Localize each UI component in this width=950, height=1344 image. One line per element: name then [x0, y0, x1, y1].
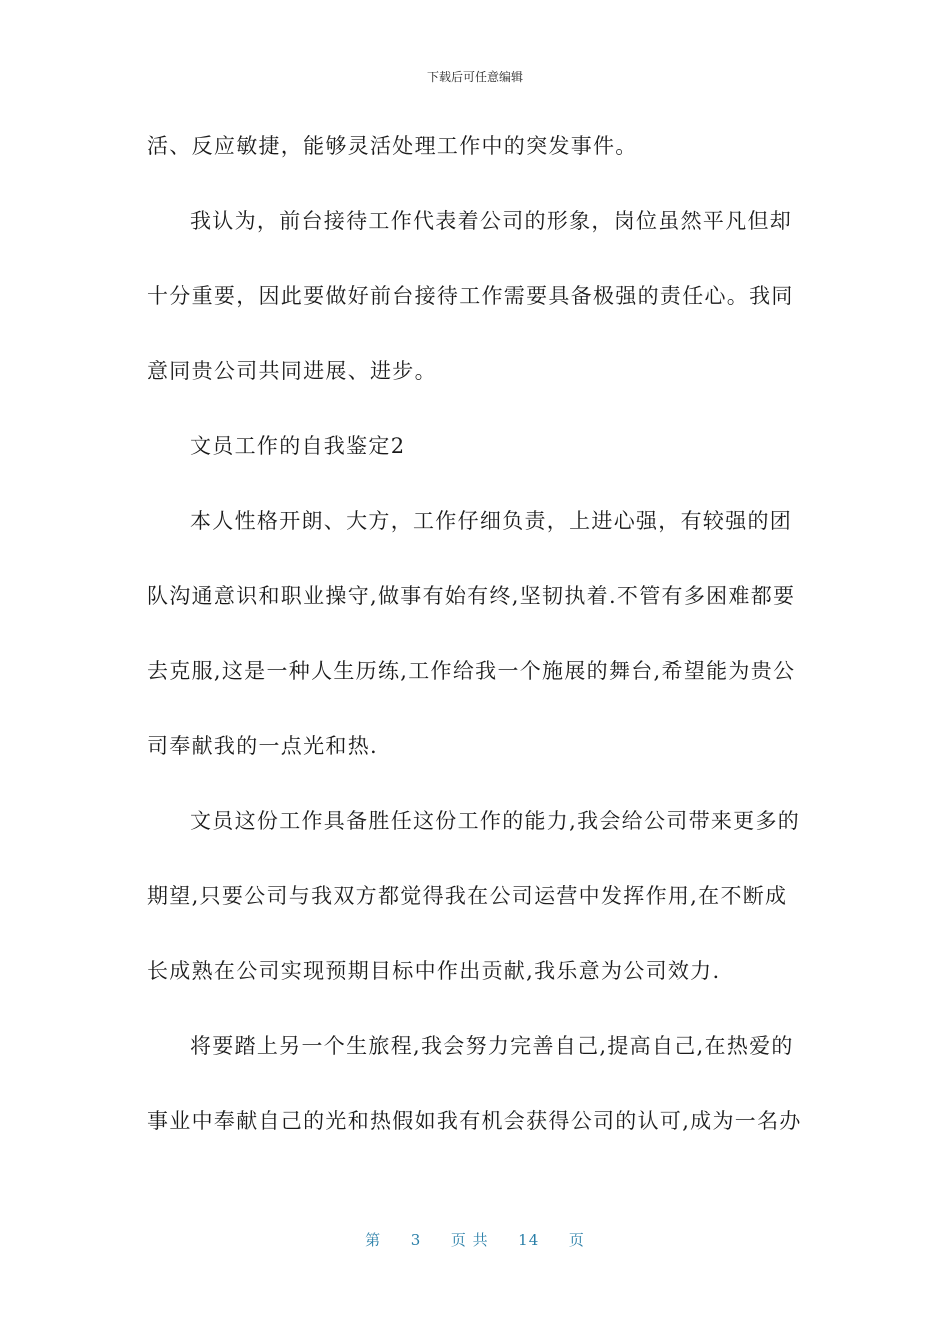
current-page-number: 3	[410, 1231, 422, 1249]
page-footer	[0, 1229, 950, 1250]
footer-middle: 页 共	[450, 1231, 489, 1249]
text-line: 去克服,这是一种人生历练,工作给我一个施展的舞台,希望能为贵公	[147, 659, 796, 683]
text-line: 文员这份工作具备胜任这份工作的能力,我会给公司带来更多的	[190, 809, 801, 833]
footer-prefix: 第	[365, 1231, 382, 1249]
footer-suffix: 页	[568, 1231, 585, 1249]
document-body	[147, 122, 807, 1172]
text-line: 事业中奉献自己的光和热假如我有机会获得公司的认可,成为一名办	[147, 1109, 802, 1133]
text-line: 期望,只要公司与我双方都觉得我在公司运营中发挥作用,在不断成	[147, 884, 788, 908]
text-line: 将要踏上另一个生旅程,我会努力完善自己,提高自己,在热爱的	[190, 1034, 794, 1058]
text-line: 意同贵公司共同进展、进步。	[147, 359, 437, 383]
text-line: 我认为，前台接待工作代表着公司的形象，岗位虽然平凡但却	[190, 209, 793, 233]
text-line: 活、反应敏捷，能够灵活处理工作中的突发事件。	[147, 134, 638, 158]
section-heading: 文员工作的自我鉴定2	[190, 434, 406, 458]
text-line: 司奉献我的一点光和热.	[147, 734, 378, 758]
text-line: 长成熟在公司实现预期目标中作出贡献,我乐意为公司效力.	[147, 959, 721, 983]
text-line: 本人性格开朗、大方，工作仔细负责，上进心强，有较强的团	[190, 509, 793, 533]
header-note: 下载后可任意编辑	[426, 70, 523, 84]
total-pages-number: 14	[518, 1231, 540, 1249]
text-line: 十分重要，因此要做好前台接待工作需要具备极强的责任心。我同	[147, 284, 794, 308]
text-line: 队沟通意识和职业操守,做事有始有终,坚韧执着.不管有多困难都要	[147, 584, 796, 608]
